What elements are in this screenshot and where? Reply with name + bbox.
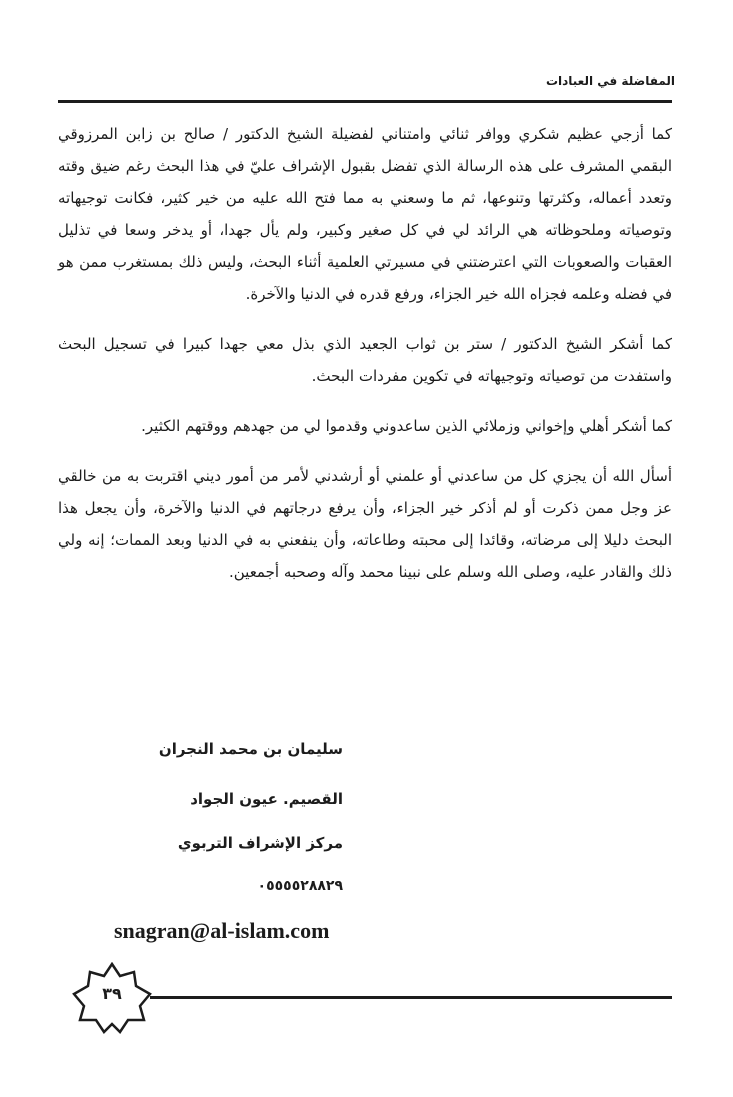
paragraph: كما أشكر أهلي وإخواني وزملائي الذين ساعدوني وقدموا لي من جهدهم ووقتهم الكثير. — [141, 417, 672, 435]
paragraph: كما أشكر الشيخ الدكتور / ستر بن ثواب الجعيد الذي بذل معي جهدا كبيرا في تسجيل البحث واستفدت من توصياته وتوجيهاته في تكوين مفردات البحث. — [58, 335, 672, 385]
page-number: ٣٩ — [102, 984, 122, 1003]
author-location: القصيم. عيون الجواد — [190, 790, 343, 808]
author-name: سليمان بن محمد النجران — [158, 740, 343, 758]
page-number-badge — [72, 962, 152, 1034]
header-rule — [58, 100, 672, 103]
running-header: المفاضلة في العبادات — [545, 74, 675, 88]
body-text — [58, 118, 672, 606]
paragraph: أسأل الله أن يجزي كل من ساعدني أو علمني أو أرشدني لأمر من أمور ديني اقتربت به من خالقي عز وجل ممن ذكرت أو لم أذكر خير الجزاء، وأن يرفع درجاتهم في الدنيا والآخرة، وأن يجعل هذا البحث دليلا إلى مرضاته، وقائدا إلى محبته وطاعاته، وأن ينفعني به في الدنيا وبعد الممات؛ إنه ولي ذلك والقادر عليه، وصلى الله وسلم على نبينا محمد وآله وصحبه أجمعين. — [58, 467, 672, 581]
paragraph: كما أزجي عظيم شكري ووافر ثنائي وامتناني لفضيلة الشيخ الدكتور / صالح بن زابن المرزوقي البقمي المشرف على هذه الرسالة الذي تفضل بقبول الإشراف عليّ في هذا البحث رغم ضيق وقته وتعدد أعماله، وكثرتها وتنوعها، ثم ما وسعني به مما فتح الله عليه من خير كثير، فكانت توجيهاته وتوصياته وملحوظاته هي الرائد لي في كل صغير وكبير، ولم يأل جهدا، أو يدخر وسعا في تذليل العقبات والصعوبات التي اعترضتني في مسيرتي العلمية أثناء البحث، وليس ذلك بمستغرب ممن هو في فضله وعلمه فجزاه الله خير الجزاء، ورفع قدره في الدنيا والآخرة. — [58, 125, 672, 303]
footer-rule — [150, 996, 672, 999]
author-affiliation: مركز الإشراف التربوي — [177, 834, 343, 852]
author-phone: ٠٥٥٥٥٢٨٨٢٩ — [257, 878, 343, 894]
author-email: snagran@al-islam.com — [114, 918, 330, 943]
